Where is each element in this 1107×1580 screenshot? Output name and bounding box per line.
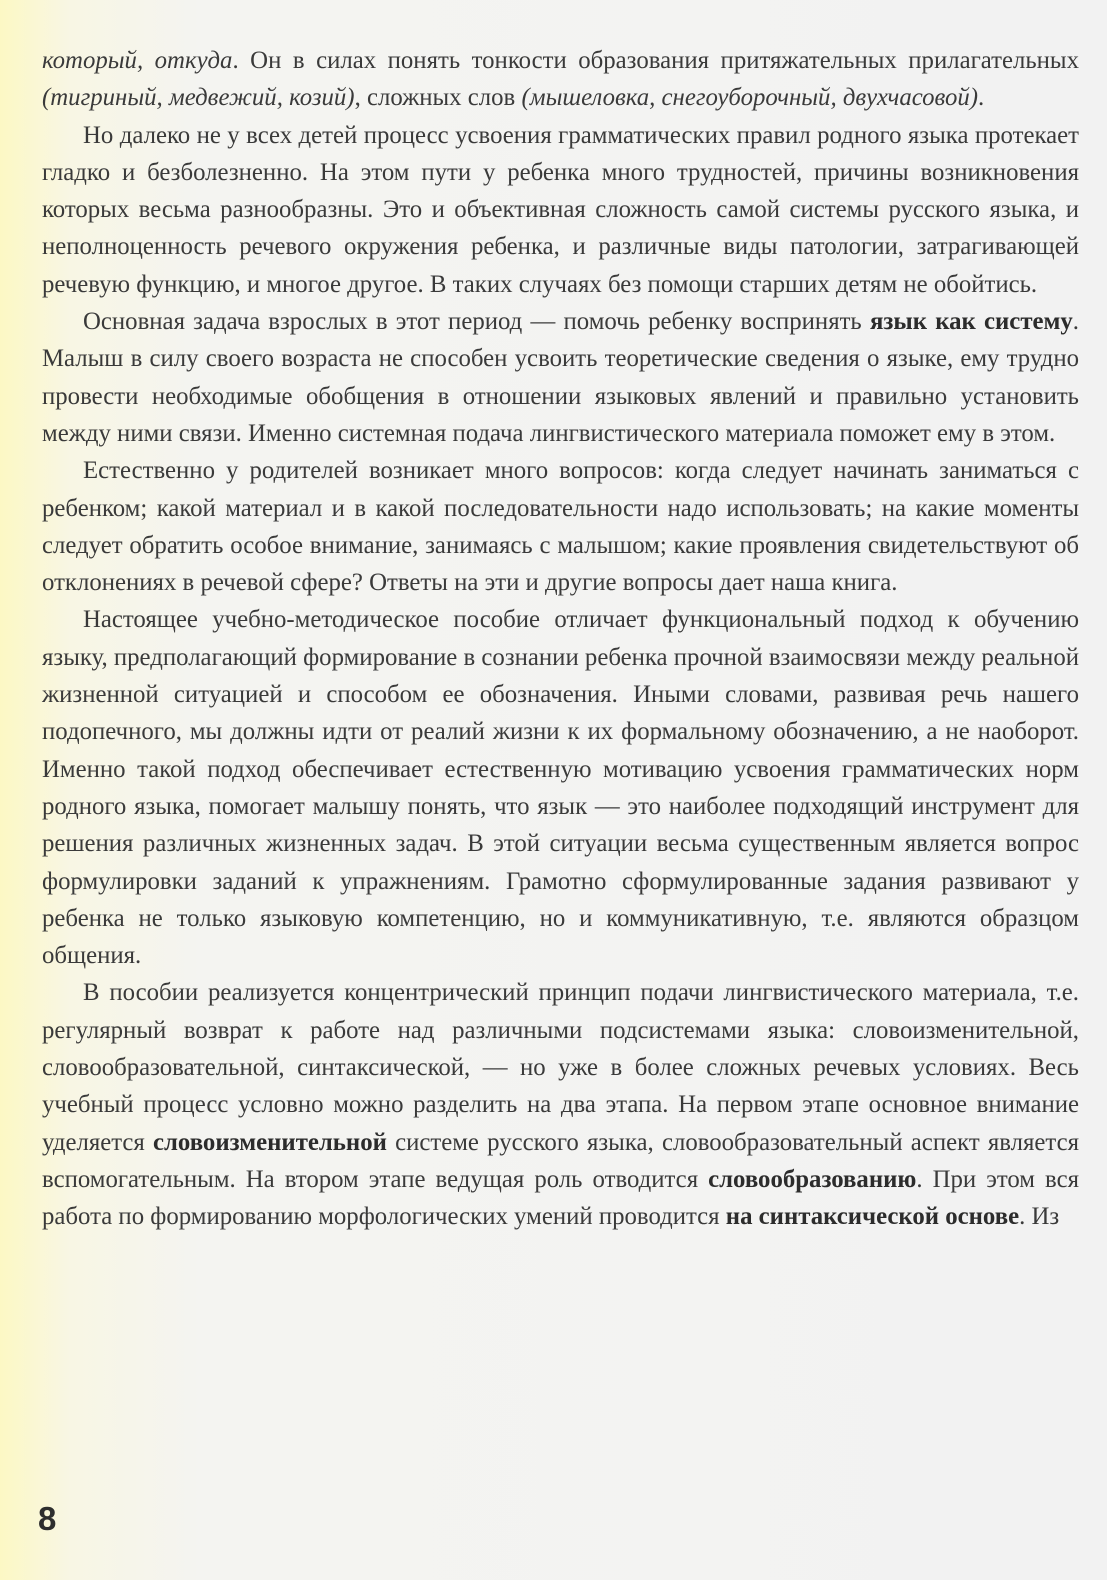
text-segment: , сложных слов: [354, 84, 522, 112]
text-segment: .: [978, 84, 985, 112]
bold-term: словоизменительной: [153, 1128, 387, 1156]
paragraph: [42, 42, 1079, 117]
text-segment: Основная задача взрослых в этот период — помочь ребенку воспринять: [83, 308, 870, 336]
text-segment: Естественно у родителей возникает много вопросов: когда следует начинать заниматься с ребенком; какой материал и в какой последовательности надо использовать; на какие моменты следует обратить особое внимание, занимаясь с малышом; какие проявления свидетельствуют об отклонениях в речевой сфере? Ответы на эти и другие вопросы дает наша книга.: [42, 457, 1079, 597]
paragraph: [42, 117, 1079, 303]
paragraph: [42, 974, 1079, 1235]
text-segment: . Он в силах понять тонкости образования притяжательных прилагательных: [232, 47, 1079, 74]
italic-example: который, откуда: [42, 47, 233, 74]
text-segment: системе русского языка, словообразовательный аспект является вспомогательным. На втором этапе ведущая роль отводится: [42, 1128, 1079, 1193]
paragraph: [42, 303, 1079, 452]
bold-term: язык как систему: [869, 308, 1073, 336]
italic-example: (тигриный, медвежий, козий): [42, 84, 355, 112]
text-segment: . Из: [1019, 1203, 1060, 1231]
paragraph: [42, 601, 1079, 974]
page-body-text: [42, 42, 1079, 1236]
text-segment: В пособии реализуется концентрический принцип подачи лингвистического материала, т.е. регулярный возврат к работе над различными подсистемами языка: словоизменительной, словообразовательной, синтаксической, — но уже в более сложных речевых условиях. Весь учебный процесс условно можно разделить на два этапа. На первом этапе основное внимание уделяется: [42, 979, 1079, 1156]
text-segment: . Малыш в силу своего возраста не способен усвоить теоретические сведения о языке, ему трудно провести необходимые обобщения в отношении языковых явлений и правильно установить между ними связи. Именно системная подача лингвистического материала поможет ему в этом.: [42, 308, 1079, 447]
text-segment: Но далеко не у всех детей процесс усвоения грамматических правил родного языка протекает гладко и безболезненно. На этом пути у ребенка много трудностей, причины возникновения которых весьма разнообразны. Это и объективная сложность самой системы русского языка, и неполноценность речевого окружения ребенка, и различные виды патологии, затрагивающей речевую функцию, и многое другое. В таких случаях без помощи старших детям не обойтись.: [42, 121, 1079, 298]
paragraph: [42, 452, 1079, 601]
page-number: 8: [38, 1500, 57, 1537]
italic-example: (мышеловка, снегоуборочный, двухчасовой): [521, 84, 979, 112]
bold-term: на синтаксической основе: [725, 1203, 1020, 1231]
text-segment: . При этом вся работа по формированию морфологических умений проводится: [42, 1165, 1079, 1231]
text-segment: Настоящее учебно-методическое пособие отличает функциональный подход к обучению языку, предполагающий формирование в сознании ребенка прочной взаимосвязи между реальной жизненной ситуацией и способом ее обозначения. Иными словами, развивая речь нашего подопечного, мы должны идти от реалий жизни к их формальному обозначению, а не наоборот. Именно такой подход обеспечивает естественную мотивацию усвоения грамматических норм родного языка, помогает малышу понять, что язык — это наиболее подходящий инструмент для решения различных жизненных задач. В этой ситуации весьма существенным является вопрос формулировки заданий к упражнениям. Грамотно сформулированные задания развивают у ребенка не только языковую компетенцию, но и коммуникативную, т.е. являются образцом общения.: [42, 606, 1079, 970]
bold-term: словообразованию: [708, 1165, 917, 1193]
